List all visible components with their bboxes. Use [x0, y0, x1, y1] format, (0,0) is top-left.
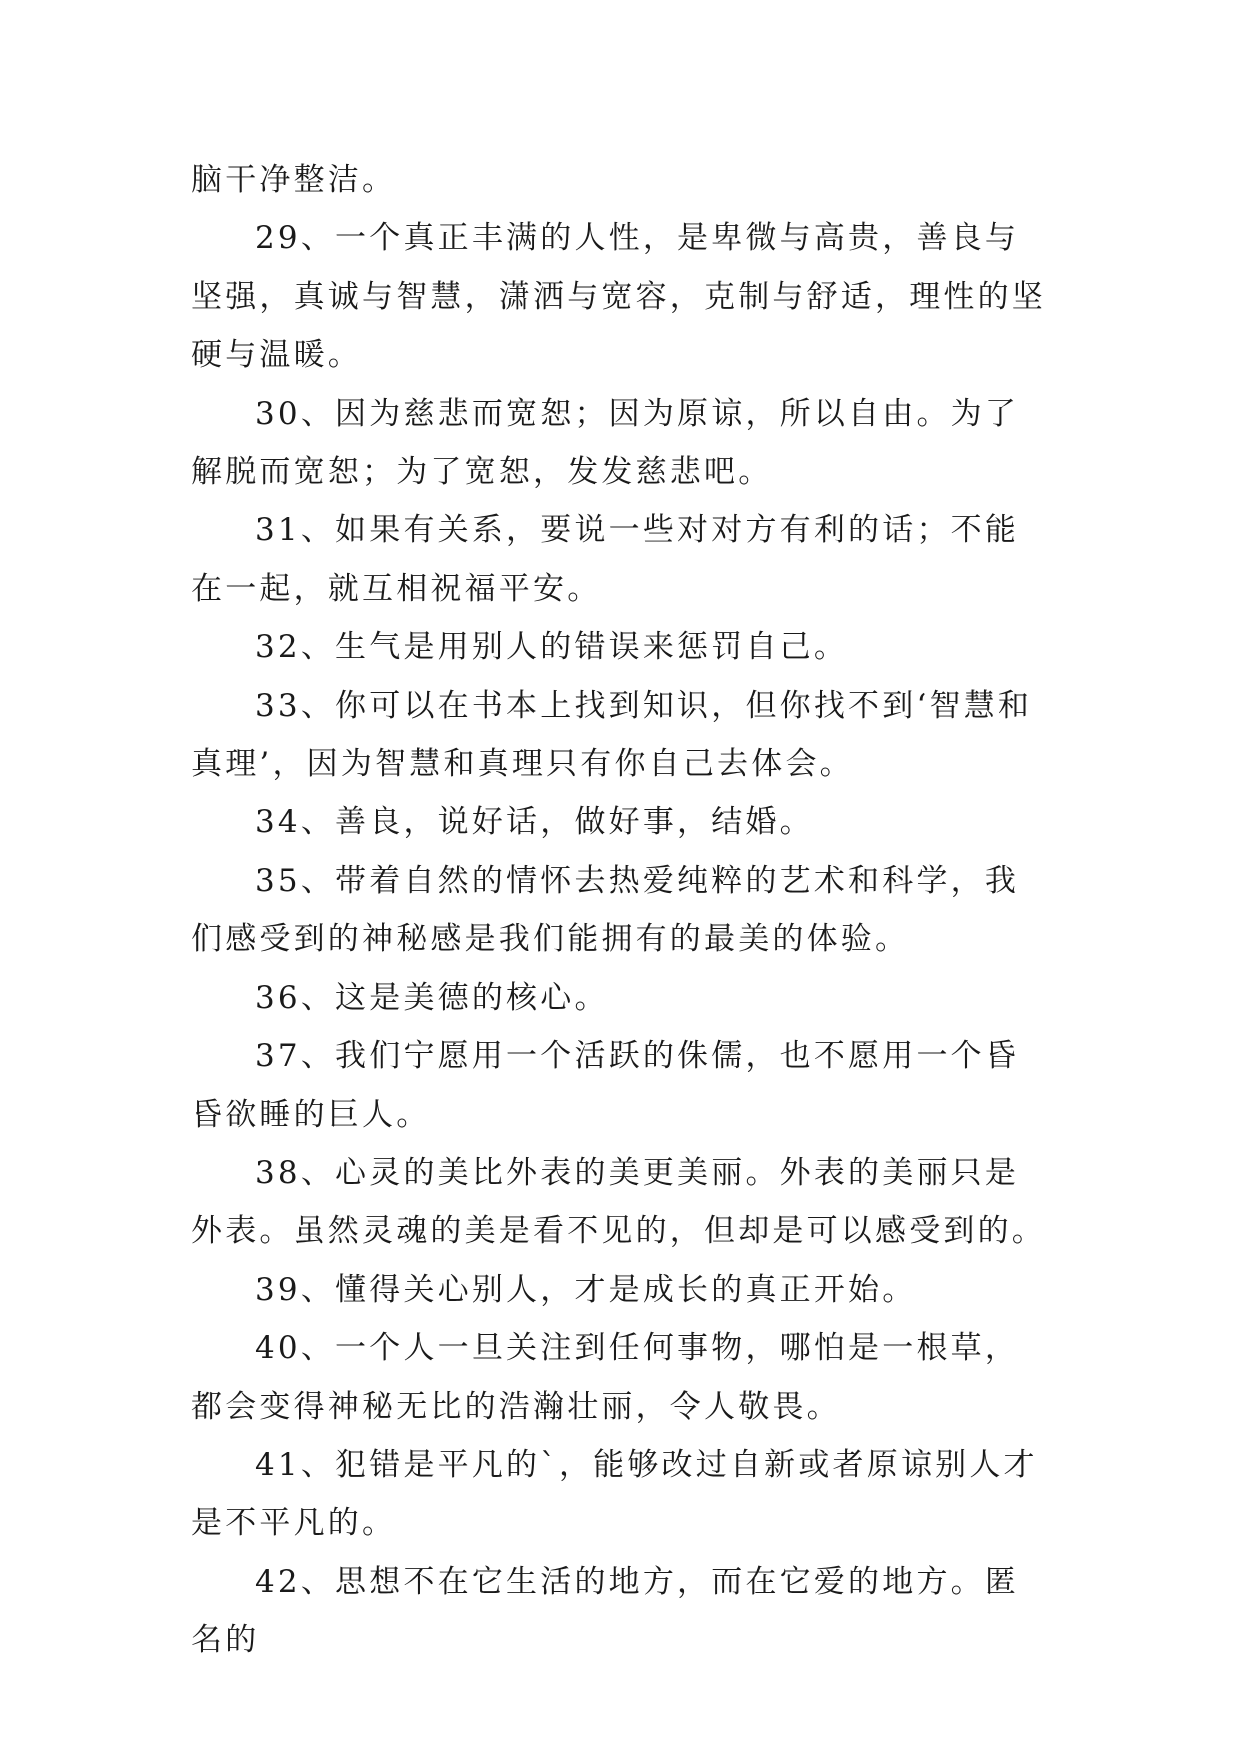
- paragraph: 37、我们宁愿用一个活跃的侏儒，也不愿用一个昏昏欲睡的巨人。: [191, 1038, 1020, 1133]
- paragraph: 30、因为慈悲而宽恕；因为原谅，所以自由。为了解脱而宽恕；为了宽恕，发发慈悲吧。: [191, 395, 1020, 491]
- paragraph: 38、心灵的美比外表的美更美丽。外表的美丽只是外表。虽然灵魂的美是看不见的，但却是可以感受到的。: [191, 1154, 1046, 1250]
- paragraph: 42、思想不在它生活的地方，而在它爱的地方。匿名的: [191, 1563, 1020, 1659]
- paragraph: 36、这是美德的核心。: [255, 979, 609, 1016]
- paragraph: 29、一个真正丰满的人性，是卑微与高贵，善良与坚强，真诚与智慧，潇洒与宽容，克制与舒适，理性的坚硬与温暖。: [191, 220, 1046, 374]
- document-body: [191, 151, 1051, 1670]
- paragraph: 33、你可以在书本上找到知识，但你找不到‘智慧和真理’，因为智慧和真理只有你自己去体会。: [191, 687, 1033, 783]
- paragraph: 40、一个人一旦关注到任何事物，哪怕是一根草，都会变得神秘无比的浩瀚壮丽，令人敬畏。: [191, 1330, 1020, 1425]
- paragraph: 35、带着自然的情怀去热爱纯粹的艺术和科学，我们感受到的神秘感是我们能拥有的最美的体验。: [191, 862, 1020, 958]
- paragraph: 34、善良，说好话，做好事，结婚。: [255, 804, 814, 841]
- paragraph: 39、懂得关心别人，才是成长的真正开始。: [255, 1271, 917, 1308]
- paragraph: 32、生气是用别人的错误来惩罚自己。: [255, 629, 849, 666]
- paragraph: 31、如果有关系，要说一些对对方有利的话；不能在一起，就互相祝福平安。: [191, 512, 1020, 607]
- paragraph: 脑干净整洁。: [191, 162, 397, 198]
- paragraph: 41、犯错是平凡的`，能够改过自新或者原谅别人才是不平凡的。: [191, 1446, 1038, 1542]
